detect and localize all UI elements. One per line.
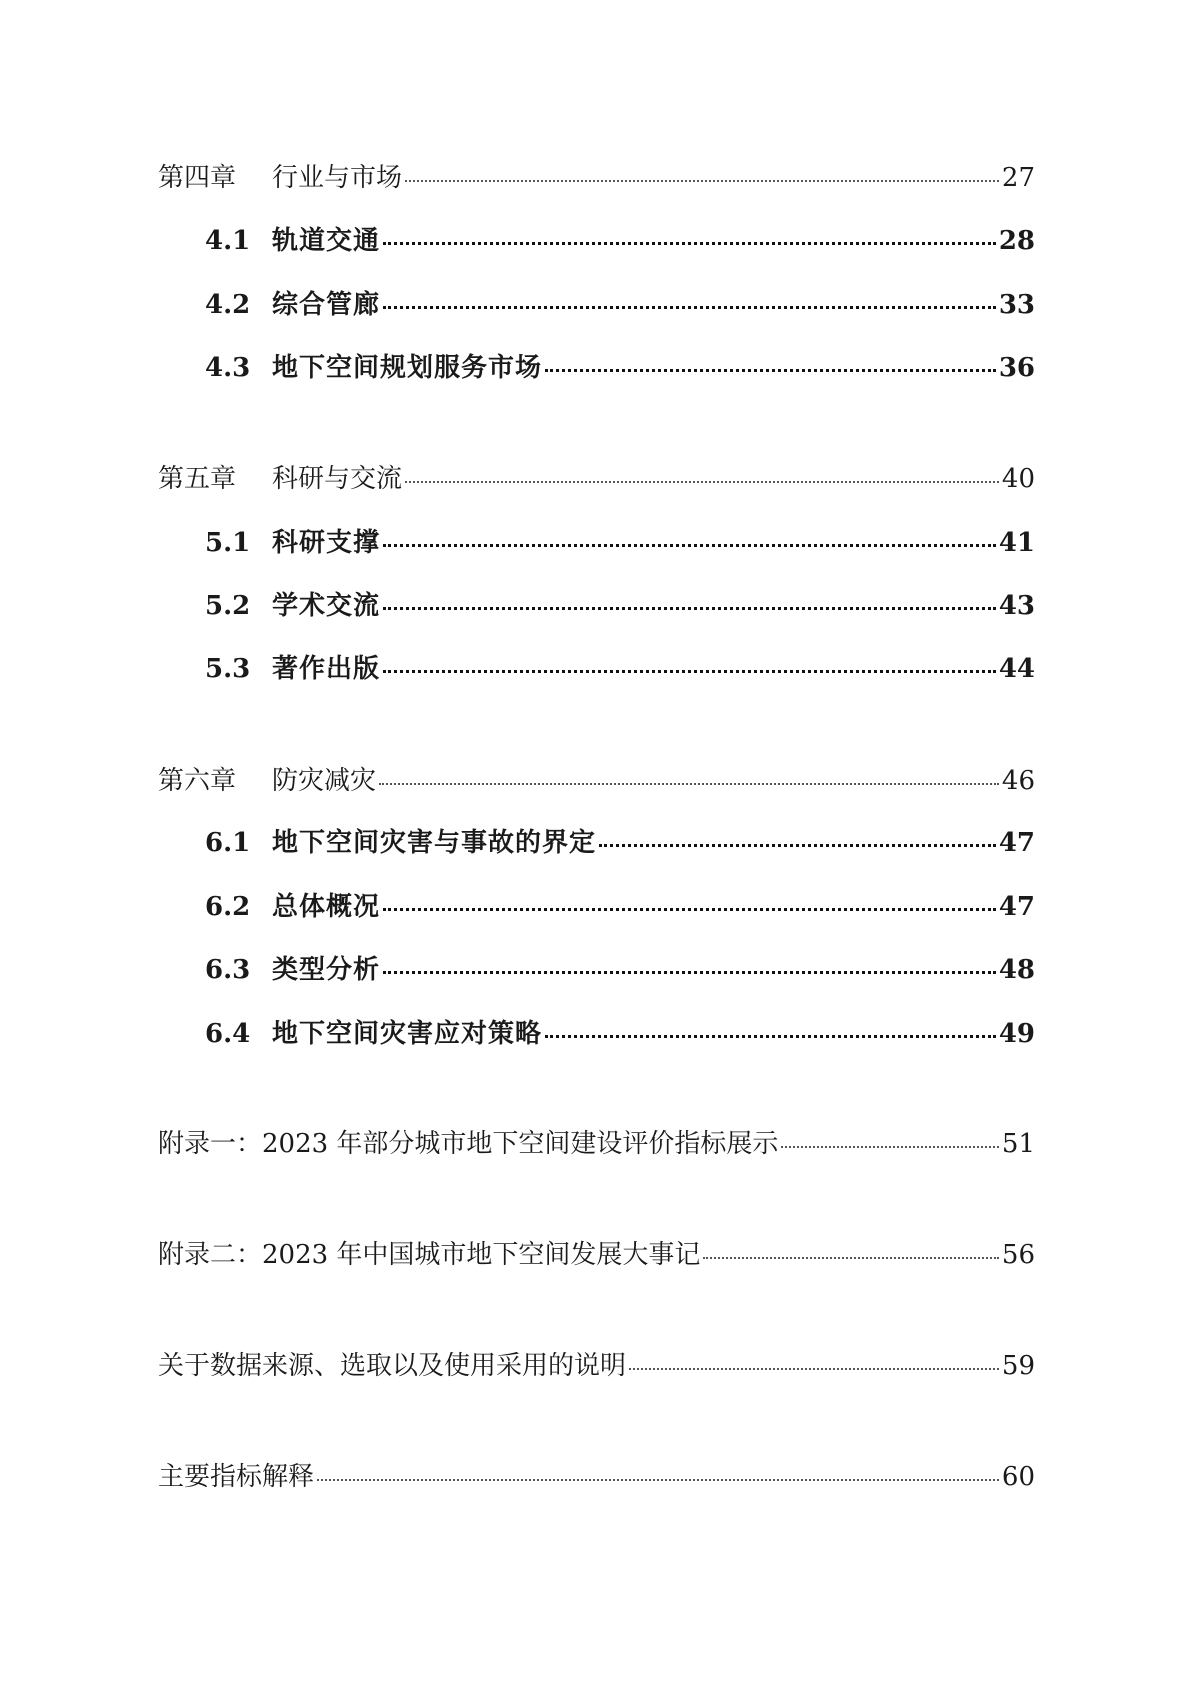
section-title: 科研支撑	[272, 528, 381, 558]
toc-section-4-1[interactable]	[158, 220, 1035, 260]
page-number: 36	[998, 353, 1035, 383]
section-number: 6.1	[205, 828, 251, 858]
toc-appendix-1[interactable]	[158, 1123, 1035, 1163]
dot-leader	[703, 1257, 998, 1259]
toc-section-6-1[interactable]	[158, 822, 1035, 862]
section-number: 4.2	[205, 290, 251, 320]
dot-leader	[379, 783, 999, 785]
dot-leader	[317, 1479, 999, 1481]
chapter-number: 第六章	[158, 766, 237, 796]
appendix-title: 附录一：2023 年部分城市地下空间建设评价指标展示	[158, 1129, 779, 1159]
section-title: 类型分析	[272, 955, 381, 985]
section-title: 地下空间规划服务市场	[272, 353, 543, 383]
indicators-title: 主要指标解释	[158, 1462, 315, 1492]
page-number: 28	[998, 226, 1035, 256]
toc-section-5-1[interactable]	[158, 522, 1035, 562]
section-number: 6.3	[205, 955, 251, 985]
dot-leader	[781, 1146, 998, 1148]
dot-leader	[383, 971, 996, 974]
dot-leader	[545, 369, 996, 372]
page-number: 41	[998, 528, 1035, 558]
toc-chapter-4[interactable]	[158, 157, 1035, 197]
toc-section-6-2[interactable]	[158, 886, 1035, 926]
page-number: 47	[998, 828, 1035, 858]
dot-leader	[383, 908, 996, 911]
toc-appendix-2[interactable]	[158, 1234, 1035, 1274]
section-number: 5.2	[205, 591, 251, 621]
chapter-number: 第四章	[158, 163, 237, 193]
toc-section-5-2[interactable]	[158, 585, 1035, 625]
dot-leader	[383, 670, 996, 673]
page-number: 46	[1001, 766, 1035, 796]
page-number: 27	[1001, 163, 1035, 193]
toc-section-4-2[interactable]	[158, 284, 1035, 324]
page-number: 60	[1001, 1462, 1035, 1492]
chapter-number: 第五章	[158, 464, 237, 494]
dot-leader	[405, 481, 999, 483]
section-title: 地下空间灾害应对策略	[272, 1019, 543, 1049]
section-title: 总体概况	[272, 892, 381, 922]
section-title: 地下空间灾害与事故的界定	[272, 828, 597, 858]
toc-section-6-3[interactable]	[158, 949, 1035, 989]
chapter-title: 行业与市场	[272, 163, 403, 193]
dot-leader	[599, 844, 996, 847]
page-number: 59	[1001, 1351, 1035, 1381]
dot-leader	[383, 306, 996, 309]
section-number: 5.1	[205, 528, 251, 558]
page-number: 43	[998, 591, 1035, 621]
section-number: 4.1	[205, 226, 251, 256]
page-number: 40	[1001, 464, 1035, 494]
toc-indicator-explanations[interactable]	[158, 1456, 1035, 1496]
page-number: 48	[998, 955, 1035, 985]
section-title: 轨道交通	[272, 226, 381, 256]
page-number: 56	[1001, 1240, 1035, 1270]
page-number: 51	[1001, 1129, 1035, 1159]
dot-leader	[629, 1368, 999, 1370]
toc-data-notes[interactable]	[158, 1345, 1035, 1385]
section-title: 著作出版	[272, 654, 381, 684]
page-number: 49	[998, 1019, 1035, 1049]
chapter-title: 防灾减灾	[272, 766, 377, 796]
notes-title: 关于数据来源、选取以及使用采用的说明	[158, 1351, 627, 1381]
toc-section-4-3[interactable]	[158, 347, 1035, 387]
section-number: 5.3	[205, 654, 251, 684]
page-number: 44	[998, 654, 1035, 684]
section-number: 4.3	[205, 353, 251, 383]
section-title: 综合管廊	[272, 290, 381, 320]
dot-leader	[545, 1035, 996, 1038]
dot-leader	[383, 544, 996, 547]
page-number: 47	[998, 892, 1035, 922]
chapter-title: 科研与交流	[272, 464, 403, 494]
section-number: 6.2	[205, 892, 251, 922]
section-title: 学术交流	[272, 591, 381, 621]
toc-chapter-6[interactable]	[158, 760, 1035, 800]
dot-leader	[383, 242, 996, 245]
appendix-title: 附录二：2023 年中国城市地下空间发展大事记	[158, 1240, 701, 1270]
toc-section-5-3[interactable]	[158, 648, 1035, 688]
toc-section-6-4[interactable]	[158, 1013, 1035, 1053]
page-number: 33	[998, 290, 1035, 320]
dot-leader	[405, 180, 999, 182]
toc-chapter-5[interactable]	[158, 458, 1035, 498]
section-number: 6.4	[205, 1019, 251, 1049]
dot-leader	[383, 607, 996, 610]
